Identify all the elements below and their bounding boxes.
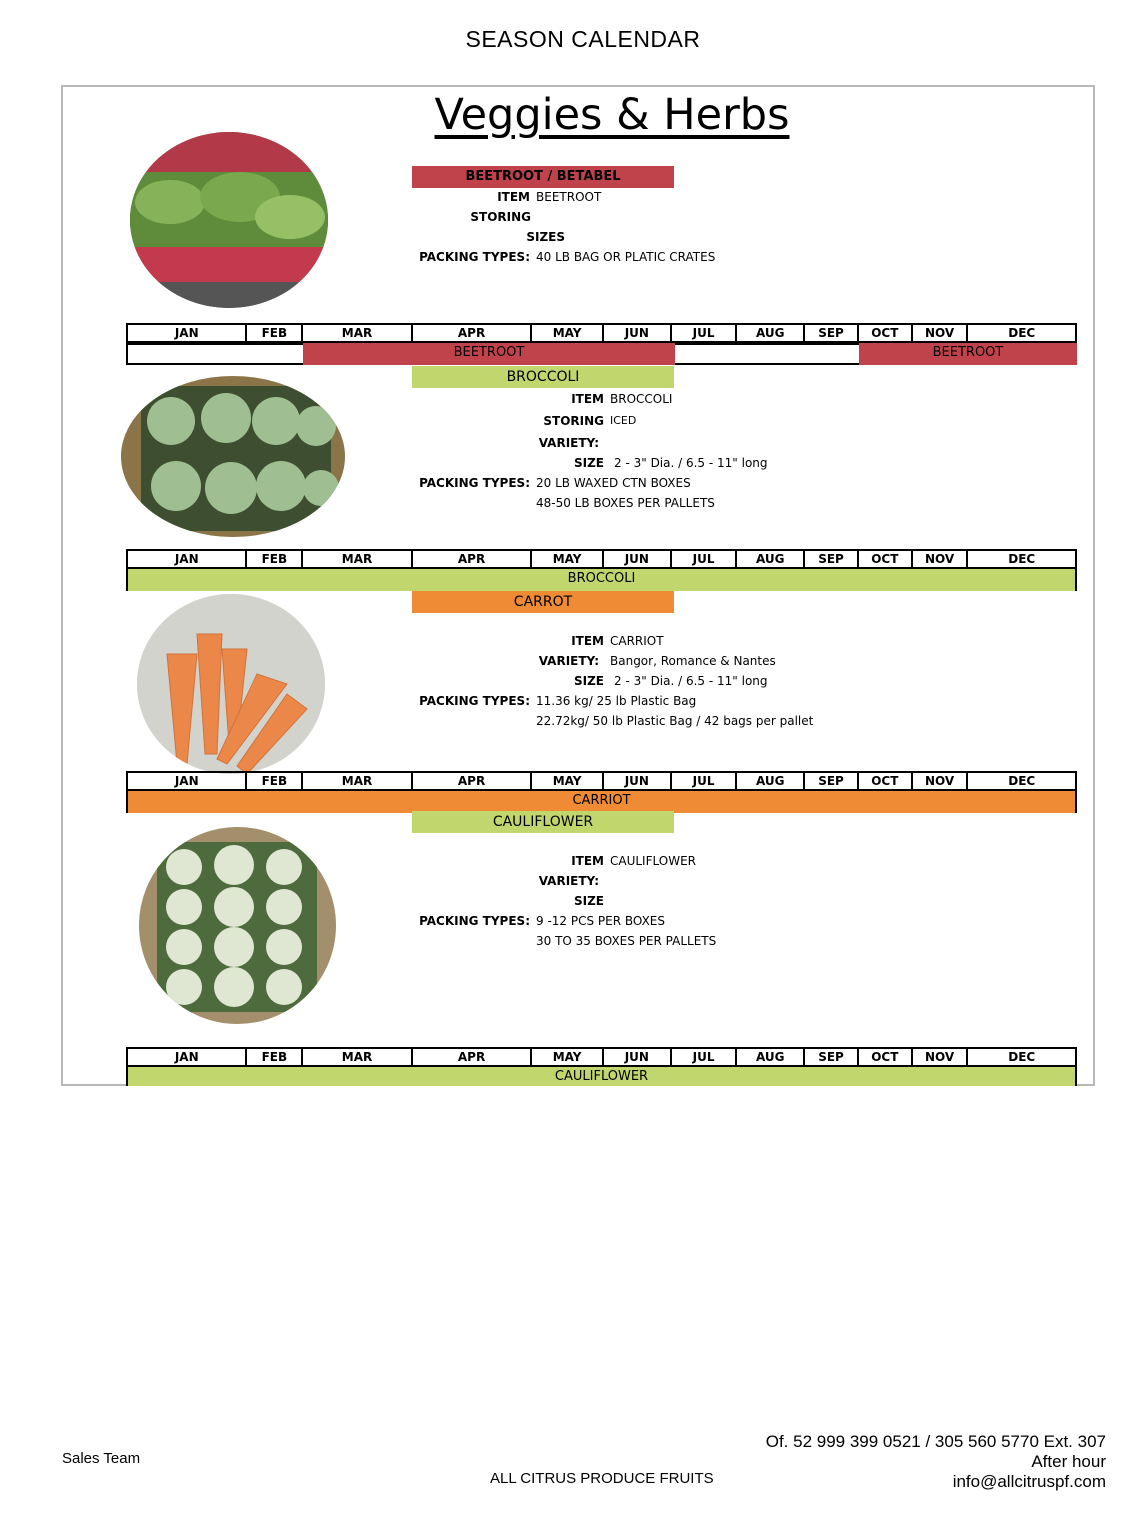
- document-title: SEASON CALENDAR: [465, 26, 701, 52]
- cauliflower-variety-row: [400, 872, 599, 890]
- beetroot-sizes-label: [400, 228, 565, 246]
- month-aug: AUG: [737, 1049, 805, 1065]
- month-may: MAY: [532, 325, 604, 341]
- beetroot-item-row: [400, 188, 530, 206]
- month-sep: SEP: [805, 773, 859, 789]
- broccoli-season-bar: BROCCOLI: [128, 569, 1075, 591]
- broccoli-variety-row: [400, 434, 599, 452]
- size-label: SIZE: [573, 674, 604, 688]
- beetroot-season-bar-spring: BEETROOT: [303, 343, 675, 365]
- month-jun: JUN: [604, 773, 672, 789]
- month-header-row: [126, 549, 1077, 569]
- month-sep: SEP: [805, 1049, 859, 1065]
- item-label: ITEM: [497, 190, 530, 204]
- month-jan: JAN: [128, 325, 247, 341]
- packing-label: PACKING TYPES:: [419, 250, 530, 264]
- cauliflower-packing-value-1: 9 -12 PCS PER BOXES: [536, 914, 665, 928]
- month-jul: JUL: [672, 325, 738, 341]
- month-jun: JUN: [604, 551, 672, 567]
- month-aug: AUG: [737, 773, 805, 789]
- broccoli-item-row: [400, 390, 604, 408]
- broccoli-box-photo: [121, 376, 345, 537]
- month-jul: JUL: [672, 1049, 738, 1065]
- month-jul: JUL: [672, 551, 738, 567]
- beetroot-packing-row: [400, 248, 530, 266]
- beetroot-header: BEETROOT / BETABEL: [412, 166, 674, 188]
- month-dec: DEC: [1008, 1050, 1036, 1064]
- month-dec: DEC: [1008, 326, 1036, 340]
- variety-label: VARIETY:: [538, 436, 599, 450]
- carrot-packing-value-2: 22.72kg/ 50 lb Plastic Bag / 42 bags per pallet: [536, 714, 814, 728]
- carrot-size-row: [400, 672, 604, 690]
- month-nov: NOV: [913, 325, 969, 341]
- item-label: ITEM: [571, 392, 604, 406]
- month-header-row: [126, 1047, 1077, 1067]
- month-sep: SEP: [805, 551, 859, 567]
- size-label: SIZE: [573, 456, 604, 470]
- carrot-packing-value-1: 11.36 kg/ 25 lb Plastic Bag: [536, 694, 697, 708]
- cauliflower-packing-row: [400, 912, 530, 930]
- month-mar: MAR: [303, 773, 413, 789]
- month-header-row: [126, 323, 1077, 343]
- carrot-header: CARROT: [412, 591, 674, 613]
- month-apr: APR: [413, 325, 532, 341]
- item-label: ITEM: [571, 634, 604, 648]
- broccoli-item-value: BROCCOLI: [610, 392, 673, 406]
- size-label: SIZE: [573, 894, 604, 908]
- broccoli-packing-value-1: 20 LB WAXED CTN BOXES: [536, 476, 691, 490]
- packing-label: PACKING TYPES:: [419, 694, 530, 708]
- cauliflower-header: CAULIFLOWER: [412, 811, 674, 833]
- month-apr: APR: [413, 773, 532, 789]
- month-jan: JAN: [128, 1049, 247, 1065]
- beetroot-season-bar-fall: BEETROOT: [859, 343, 1077, 365]
- broccoli-packing-value-2: 48-50 LB BOXES PER PALLETS: [536, 496, 715, 510]
- broccoli-size-row: [400, 454, 604, 472]
- month-aug: AUG: [737, 551, 805, 567]
- cauliflower-box-photo: [139, 827, 336, 1024]
- month-feb: FEB: [247, 325, 303, 341]
- sizes-label: SIZES: [526, 230, 565, 244]
- month-jan: JAN: [128, 551, 247, 567]
- carrot-variety-row: [400, 652, 599, 670]
- month-aug: AUG: [737, 325, 805, 341]
- carrot-season-row: [126, 791, 1077, 813]
- variety-label: VARIETY:: [538, 654, 599, 668]
- month-jan: JAN: [128, 773, 247, 789]
- carrot-size-value: 2 - 3" Dia. / 6.5 - 11" long: [614, 674, 768, 688]
- month-sep: SEP: [805, 325, 859, 341]
- beetroot-season-row: [126, 343, 1077, 365]
- cauliflower-size-row: [400, 892, 604, 910]
- cauliflower-season-row: [126, 1067, 1077, 1086]
- cauliflower-season-bar: CAULIFLOWER: [128, 1067, 1075, 1086]
- month-oct: OCT: [859, 773, 913, 789]
- carrot-packing-row: [400, 692, 530, 710]
- carrot-item-value: CARRIOT: [610, 634, 664, 648]
- month-dec: DEC: [1008, 552, 1036, 566]
- cauliflower-packing-value-2: 30 TO 35 BOXES PER PALLETS: [536, 934, 717, 948]
- footer-sales-team: Sales Team: [62, 1450, 141, 1467]
- storing-label: STORING: [470, 210, 531, 224]
- broccoli-storing-value: ICED: [610, 414, 637, 427]
- footer-phone: Of. 52 999 399 0521 / 305 560 5770 Ext. 307: [765, 1432, 1106, 1451]
- month-may: MAY: [532, 773, 604, 789]
- month-dec: DEC: [1008, 774, 1036, 788]
- item-label: ITEM: [571, 854, 604, 868]
- carrot-variety-value: Bangor, Romance & Nantes: [610, 654, 776, 668]
- month-jun: JUN: [604, 1049, 672, 1065]
- broccoli-size-value: 2 - 3" Dia. / 6.5 - 11" long: [614, 456, 768, 470]
- month-feb: FEB: [247, 773, 303, 789]
- packing-label: PACKING TYPES:: [419, 476, 530, 490]
- beetroot-packing-value: 40 LB BAG OR PLATIC CRATES: [536, 250, 716, 264]
- month-jun: JUN: [604, 325, 672, 341]
- month-oct: OCT: [859, 551, 913, 567]
- month-apr: APR: [413, 551, 532, 567]
- month-apr: APR: [413, 1049, 532, 1065]
- footer-after-hour: After hour: [1031, 1452, 1106, 1471]
- month-jul: JUL: [672, 773, 738, 789]
- beetroot-storing-row: [400, 208, 531, 226]
- month-may: MAY: [532, 551, 604, 567]
- radish-crate-photo: [130, 132, 328, 308]
- month-feb: FEB: [247, 551, 303, 567]
- month-oct: OCT: [859, 1049, 913, 1065]
- broccoli-storing-row: [400, 412, 604, 430]
- month-header-row: [126, 771, 1077, 791]
- month-nov: NOV: [913, 1049, 969, 1065]
- month-oct: OCT: [859, 325, 913, 341]
- broccoli-season-row: [126, 569, 1077, 591]
- beetroot-item-value: BEETROOT: [536, 190, 602, 204]
- cauliflower-item-row: [400, 852, 604, 870]
- page-heading: Veggies & Herbs: [434, 90, 790, 140]
- carrot-bag-photo: [137, 594, 325, 774]
- month-may: MAY: [532, 1049, 604, 1065]
- month-mar: MAR: [303, 1049, 413, 1065]
- footer-email: info@allcitruspf.com: [952, 1472, 1106, 1491]
- month-mar: MAR: [303, 551, 413, 567]
- broccoli-packing-row: [400, 474, 530, 492]
- storing-label: STORING: [543, 414, 604, 428]
- broccoli-header: BROCCOLI: [412, 366, 674, 388]
- footer-company: ALL CITRUS PRODUCE FRUITS: [490, 1470, 714, 1487]
- variety-label: VARIETY:: [538, 874, 599, 888]
- month-nov: NOV: [913, 551, 969, 567]
- month-mar: MAR: [303, 325, 413, 341]
- carrot-season-bar: CARRIOT: [128, 791, 1075, 813]
- carrot-item-row: [400, 632, 604, 650]
- month-feb: FEB: [247, 1049, 303, 1065]
- cauliflower-item-value: CAULIFLOWER: [610, 854, 696, 868]
- packing-label: PACKING TYPES:: [419, 914, 530, 928]
- month-nov: NOV: [913, 773, 969, 789]
